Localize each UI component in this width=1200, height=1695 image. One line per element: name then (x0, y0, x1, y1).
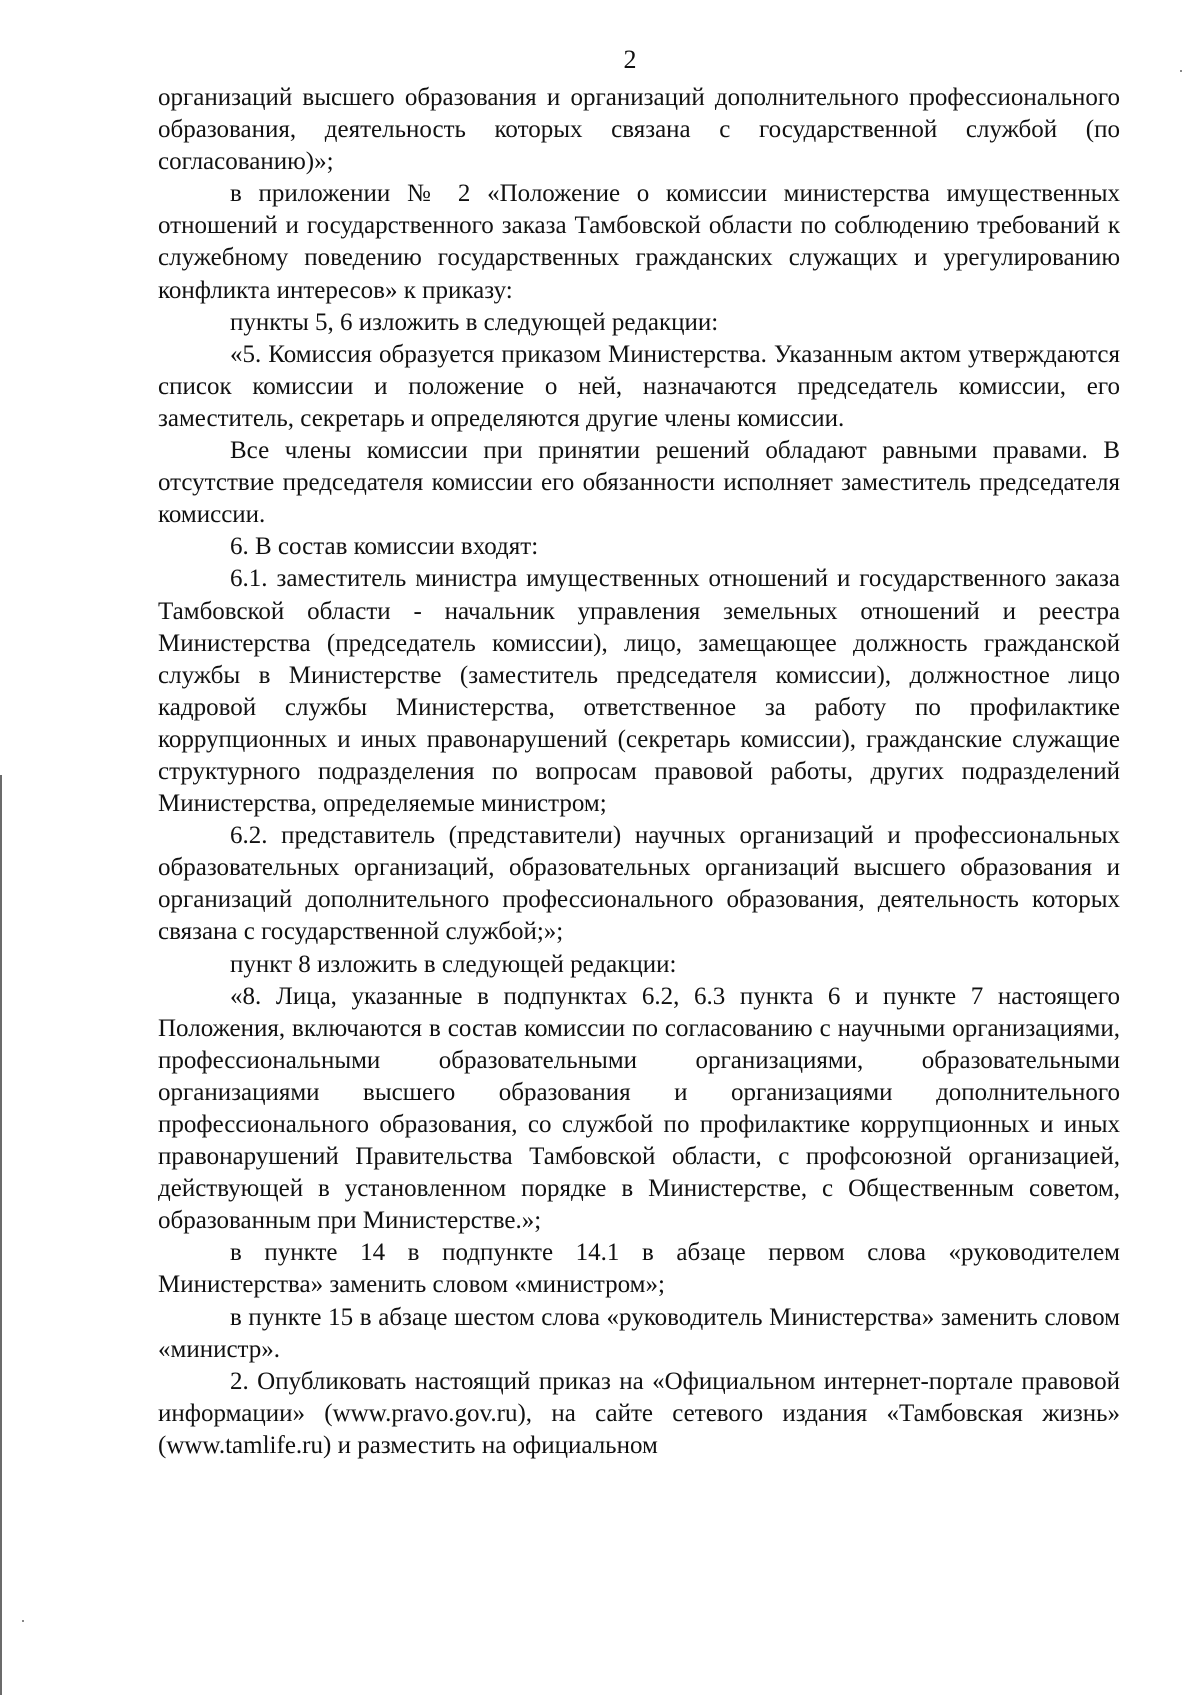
paragraph-point-8: «8. Лица, указанные в подпунктах 6.2, 6.3 пункта 6 и пункте 7 настоящего Положения, включаются в состав комиссии по согласованию с научными организациями, профессиональными образовательными организациями, образовательными организациями высшего образования и организациями дополнительного профессионального образования, со службой по профилактике коррупционных и иных правонарушений Правительства Тамбовской области, с профсоюзной организацией, действующей в установленном порядке в Министерстве, с Общественным советом, образованным при Министерстве.»; (158, 982, 1120, 1235)
paragraph-point-5: «5. Комиссия образуется приказом Министерства. Указанным актом утверждаются список комиссии и положение о ней, назначаются председатель комиссии, его заместитель, секретарь и определяются другие члены комиссии. (158, 340, 1120, 432)
document-text (158, 82, 1120, 1462)
paragraph-appendix-2: в приложении № 2 «Положение о комиссии министерства имущественных отношений и государственного заказа Тамбовской области по соблюдению требований к служебному поведению государственных гражданских служащих и урегулированию конфликта интересов» к приказу: (158, 180, 1120, 304)
paragraph-point-6: 6. В состав комиссии входят: (230, 533, 539, 561)
scan-speck (22, 1620, 24, 1622)
paragraph-members-rights: Все члены комиссии при принятии решений обладают равными правами. В отсутствие председателя комиссии его обязанности исполняет заместитель председателя комиссии. (158, 437, 1120, 529)
paragraph-point-6-1: 6.1. заместитель министра имущественных отношений и государственного заказа Тамбовской области - начальник управления земельных отношений и реестра Министерства (председатель комиссии), лицо, замещающее должность гражданской службы в Министерстве (заместитель председателя комиссии), должностное лицо кадровой службы Министерства, ответственное за работу по профилактике коррупционных и иных правонарушений (секретарь комиссии), гражданские служащие структурного подразделения по вопросам правовой работы, других подразделений Министерства, определяемые министром; (158, 565, 1120, 818)
paragraph-publish: 2. Опубликовать настоящий приказ на «Официальном интернет-портале правовой информации» (www.pravo.gov.ru), на сайте сетевого издания «Тамбовская жизнь» (www.tamlife.ru) и разместить на официальном (158, 1367, 1120, 1459)
scan-edge-line (0, 775, 2, 1695)
paragraph-point-14: в пункте 14 в подпункте 14.1 в абзаце первом слова «руководителем Министерства» заменить словом «министром»; (158, 1239, 1120, 1299)
page-number: 2 (623, 45, 637, 74)
paragraph-point-15: в пункте 15 в абзаце шестом слова «руководитель Министерства» заменить словом «министр». (158, 1303, 1120, 1363)
paragraph-point-6-2: 6.2. представитель (представители) научных организаций и профессиональных образовательных организаций, образовательных организаций высшего образования и организаций дополнительного профессионального образования, деятельность которых связана с государственной службой;»; (158, 822, 1120, 946)
paragraph-point-8-intro: пункт 8 изложить в следующей редакции: (230, 950, 677, 978)
paragraph-continuation: организаций высшего образования и организаций дополнительного профессионального образования, деятельность которых связана с государственной службой (по согласованию)»; (158, 84, 1120, 176)
paragraph-points-5-6: пункты 5, 6 изложить в следующей редакции: (230, 308, 719, 336)
scan-speck (1180, 70, 1182, 72)
